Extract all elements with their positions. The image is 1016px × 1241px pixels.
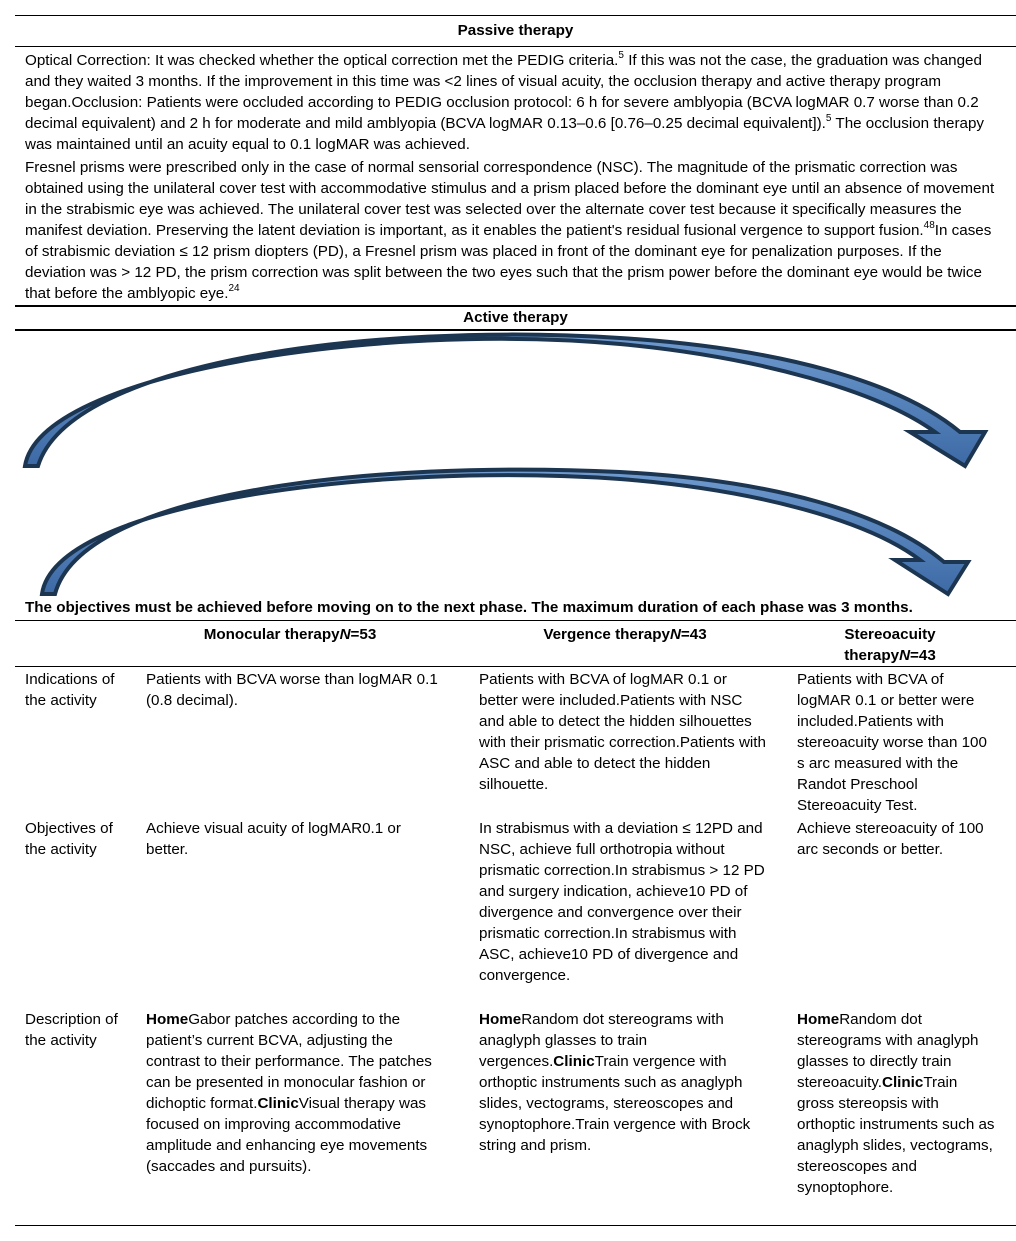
col-header-vergence: Vergence therapyN=43 — [543, 626, 707, 643]
passive-therapy-title: Passive therapy — [457, 22, 574, 39]
p1-text-a: Optical Correction: It was checked whether the optical correction met the PEDIG criteria. — [25, 52, 619, 69]
cell-indications-stereo: Patients with BCVA of logMAR 0.1 or better were included.Patients with stereoacuity worse than 100 s arc measured with the Randot Preschool Stereoacuity Test. — [797, 671, 987, 814]
cell-objectives-stereo: Achieve stereoacuity of 100 arc seconds or better. — [797, 820, 984, 858]
passive-paragraph-optical-occlusion — [25, 50, 995, 155]
cell-description-vergence: HomeRandom dot stereograms with anaglyph glasses to train vergences.ClinicTrain vergence with orthoptic instruments such as anaglyph slides, vectograms, stereoscopes and synoptophore.Train vergence with Brock string and prism. — [479, 1011, 751, 1154]
active-header-rule — [15, 329, 1016, 331]
p2-text-b: In cases of strabismic deviation ≤ 12 prism diopters (PD), a Fresnel prism was placed in front of the dominant eye for penalization purposes. If the deviation was > 12 PD, the prism correction was split between the two eyes such that the prism power before the dominant eye would be twice that before the amblyopic eye. — [25, 222, 992, 302]
phase-arrows — [0, 332, 1016, 597]
col-header-stereoacuity: Stereoacuity therapyN=43 — [844, 626, 936, 664]
passive-bottom-rule — [15, 305, 1016, 307]
p1-text-c: The occlusion therapy was maintained until an acuity equal to 0.1 logMAR was achieved. — [25, 115, 984, 153]
row-label-objectives: Objectives of the activity — [25, 820, 113, 858]
top-rule — [15, 15, 1016, 16]
table-top-rule — [15, 620, 1016, 621]
row-label-indications: Indications of the activity — [25, 671, 115, 709]
cell-indications-monocular: Patients with BCVA worse than logMAR 0.1 (0.8 decimal). — [146, 671, 438, 709]
cell-description-stereo: HomeRandom dot stereograms with anaglyph glasses to directly train stereoacuity.ClinicTrain gross stereopsis with orthoptic instruments such as anaglyph slides, vectograms, stereoscopes and synoptophore. — [797, 1011, 995, 1196]
p2-ref-2: 24 — [228, 282, 240, 294]
home-label: Home — [797, 1011, 840, 1028]
cell-indications-vergence: Patients with BCVA of logMAR 0.1 or better were included.Patients with NSC and able to detect the hidden silhouettes with their prismatic correction.Patients with ASC and able to detect the hidden silhouette. — [479, 671, 766, 793]
cell-objectives-monocular: Achieve visual acuity of logMAR0.1 or better. — [146, 820, 401, 858]
home-label: Home — [479, 1011, 522, 1028]
col-header-monocular: Monocular therapyN=53 — [203, 626, 377, 643]
passive-paragraph-prisms — [25, 157, 995, 304]
p1-ref-1: 5 — [618, 49, 624, 61]
p2-text-a: Fresnel prisms were prescribed only in the case of normal sensorial correspondence (NSC). The magnitude of the prismatic correction was obtained using the unilateral cover test with accommodative stimulus and a prism placed before the dominant eye until an absence of movement in the strabismic eye was achieved. The unilateral cover test was selected over the alternate cover test because it specifically measures the manifest deviation. Preserving the latent deviation is important, as it enables the patient's residual fusional vergence to support fusion. — [25, 159, 995, 239]
passive-header-rule — [15, 46, 1016, 47]
phase-duration-note: The objectives must be achieved before moving on to the next phase. The maximum duration of each phase was 3 months. — [25, 599, 913, 616]
table-bottom-rule — [15, 1225, 1016, 1226]
clinic-label: Clinic — [257, 1095, 299, 1112]
cell-description-monocular: HomeGabor patches according to the patient’s current BCVA, adjusting the contrast to their performance. The patches can be presented in monocular fashion or dichoptic format.ClinicVisual therapy was focused on improving accommodative amplitude and enhancing eye movements (saccades and pursuits). — [146, 1011, 432, 1175]
home-label: Home — [146, 1011, 189, 1028]
p1-text-b: If this was not the case, the graduation was changed and they waited 3 months. If the improvement in this time was <2 lines of visual acuity, the occlusion therapy and active therapy program began.Occlusion: Patients were occluded according to PEDIG occlusion protocol: 6 h for severe amblyopia (BCVA logMAR 0.7 worse than 0.2 decimal equivalent) and 2 h for moderate and mild amblyopia (BCVA logMAR 0.13–0.6 [0.76–0.25 decimal equivalent]). — [25, 52, 982, 132]
curved-arrow-icon — [25, 335, 985, 466]
row-label-description: Description of the activity — [25, 1011, 118, 1049]
clinic-label: Clinic — [553, 1053, 595, 1070]
clinic-label: Clinic — [881, 1074, 924, 1091]
p2-ref-1: 48 — [923, 219, 935, 231]
active-therapy-title: Active therapy — [463, 309, 568, 326]
cell-objectives-vergence: In strabismus with a deviation ≤ 12PD and NSC, achieve full orthotropia without prismatic correction.In strabismus > 12 PD and surgery indication, achieve10 PD of divergence and convergence over their prismatic correction.In strabismus with ASC, achieve10 PD of divergence and convergence. — [479, 820, 765, 984]
table-header-rule — [15, 666, 1016, 667]
curved-arrow-icon — [42, 470, 968, 594]
p1-ref-2: 5 — [825, 112, 832, 124]
